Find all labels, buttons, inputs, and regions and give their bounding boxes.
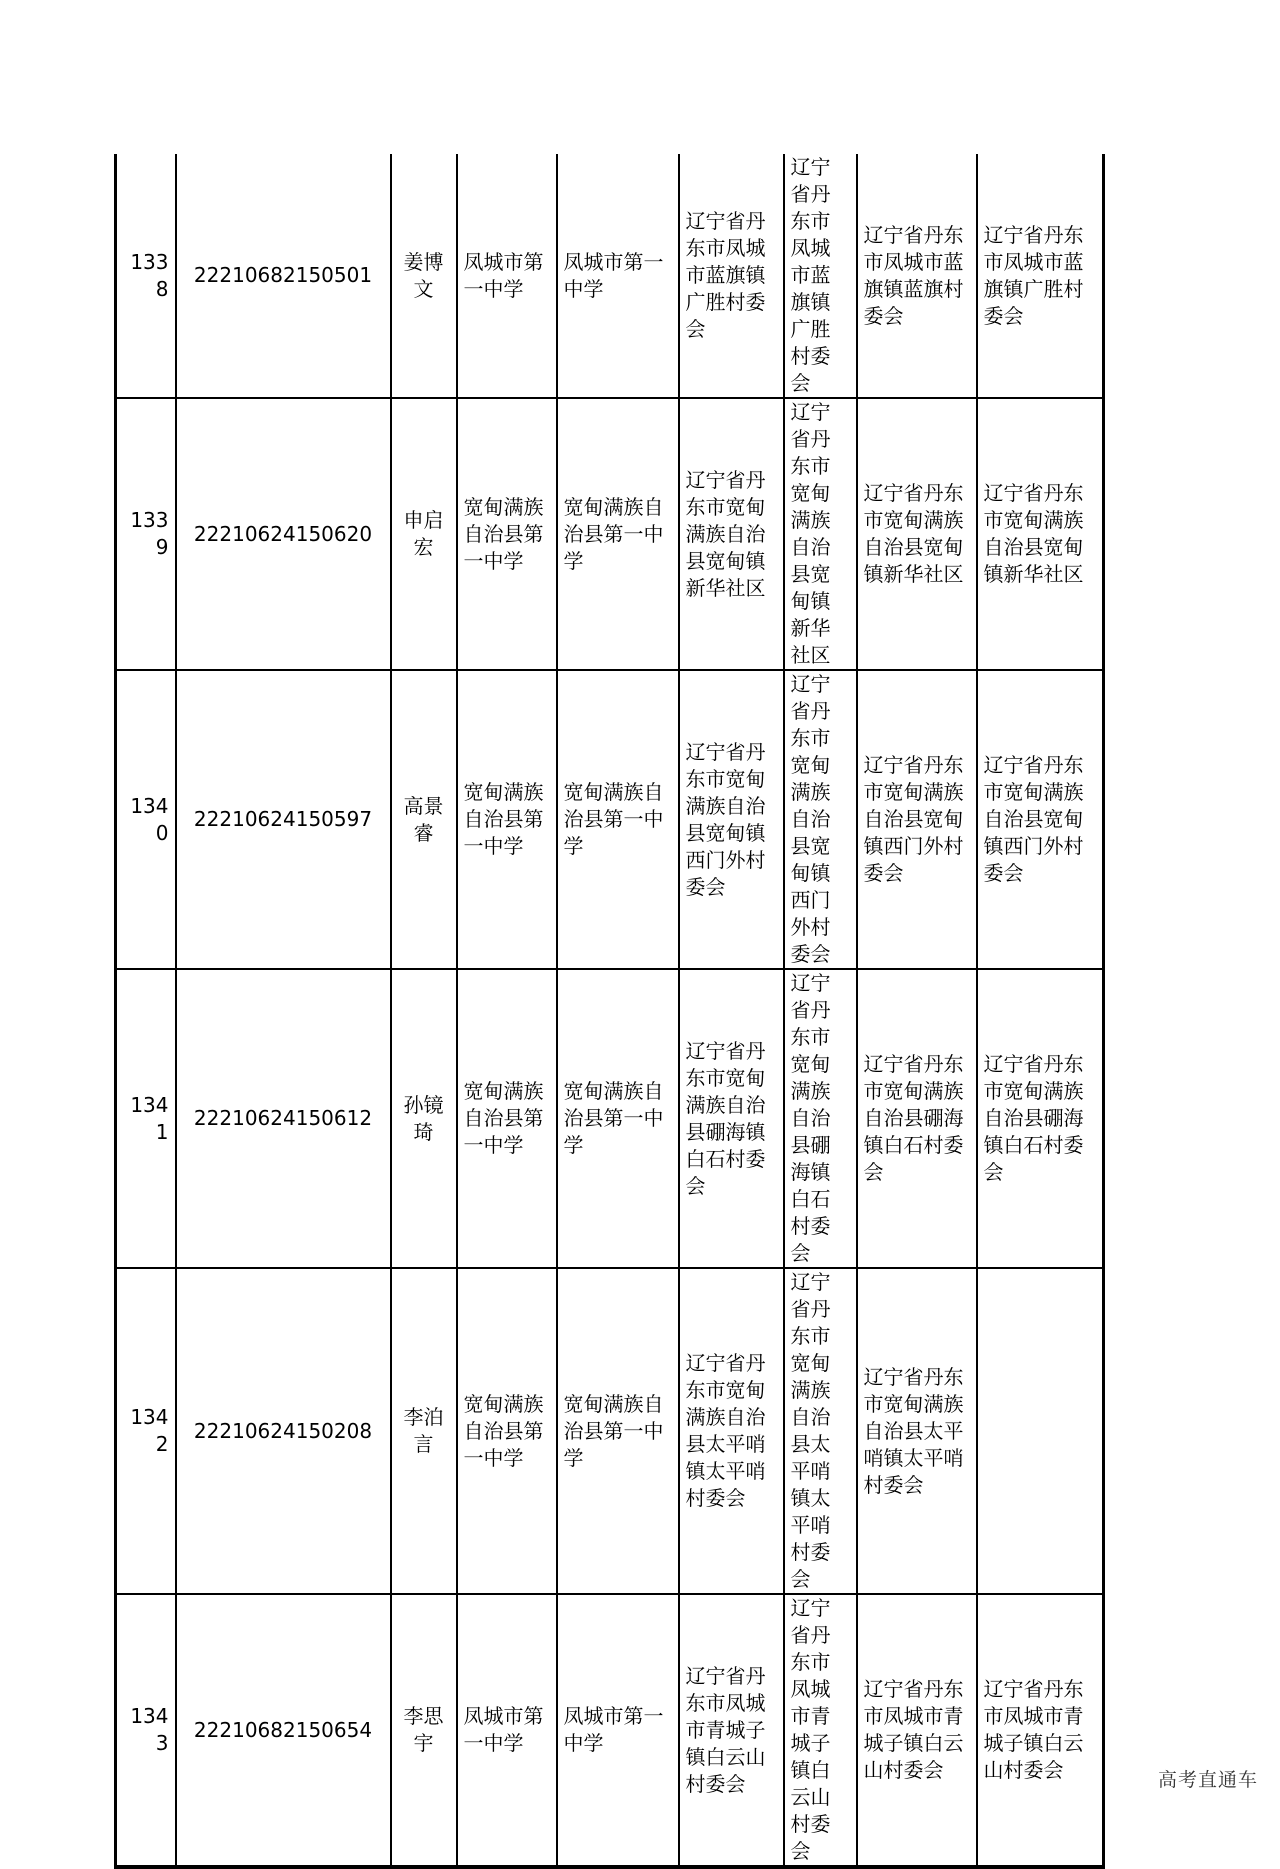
- row-index: 1342: [116, 1268, 176, 1594]
- row-index: 1339: [116, 398, 176, 670]
- parent-address: 辽宁省丹东市凤城市蓝旗镇蓝旗村委会: [857, 154, 977, 398]
- school: 凤城市第一中学: [457, 154, 557, 398]
- exam-id: 22210624150620: [176, 398, 391, 670]
- graduated-school: 宽甸满族自治县第一中学: [557, 398, 679, 670]
- residence-address: 辽宁省丹东市凤城市青城子镇白云山村委会: [784, 1594, 857, 1867]
- residence-address: 辽宁省丹东市宽甸满族自治县硼海镇白石村委会: [784, 969, 857, 1268]
- student-name: 姜博文: [391, 154, 457, 398]
- student-name: 高景睿: [391, 670, 457, 969]
- exam-id: 22210624150208: [176, 1268, 391, 1594]
- table-row: [116, 670, 1104, 969]
- school: 宽甸满族自治县第一中学: [457, 398, 557, 670]
- household-address: 辽宁省丹东市宽甸满族自治县宽甸镇新华社区: [679, 398, 784, 670]
- residence-address: 辽宁省丹东市凤城市蓝旗镇广胜村委会: [784, 154, 857, 398]
- residence-address: 辽宁省丹东市宽甸满族自治县宽甸镇新华社区: [784, 398, 857, 670]
- exam-id: 22210682150501: [176, 154, 391, 398]
- table-row: [116, 1594, 1104, 1867]
- household-address: 辽宁省丹东市宽甸满族自治县太平哨镇太平哨村委会: [679, 1268, 784, 1594]
- household-address: 辽宁省丹东市凤城市蓝旗镇广胜村委会: [679, 154, 784, 398]
- parent-address: 辽宁省丹东市宽甸满族自治县太平哨镇太平哨村委会: [857, 1268, 977, 1594]
- student-name: 李思宇: [391, 1594, 457, 1867]
- exam-id: 22210624150612: [176, 969, 391, 1268]
- school: 宽甸满族自治县第一中学: [457, 969, 557, 1268]
- household-address: 辽宁省丹东市宽甸满族自治县硼海镇白石村委会: [679, 969, 784, 1268]
- parent-address: 辽宁省丹东市宽甸满族自治县宽甸镇新华社区: [857, 398, 977, 670]
- school: 凤城市第一中学: [457, 1594, 557, 1867]
- table-row: [116, 969, 1104, 1268]
- student-roster-table: [114, 154, 1105, 1869]
- village-committee: 辽宁省丹东市宽甸满族自治县宽甸镇西门外村委会: [977, 670, 1104, 969]
- table-row: [116, 154, 1104, 398]
- table-row: [116, 1268, 1104, 1594]
- row-index: 1343: [116, 1594, 176, 1867]
- household-address: 辽宁省丹东市宽甸满族自治县宽甸镇西门外村委会: [679, 670, 784, 969]
- graduated-school: 凤城市第一中学: [557, 1594, 679, 1867]
- student-name: 孙镜琦: [391, 969, 457, 1268]
- parent-address: 辽宁省丹东市宽甸满族自治县硼海镇白石村委会: [857, 969, 977, 1268]
- residence-address: 辽宁省丹东市宽甸满族自治县太平哨镇太平哨村委会: [784, 1268, 857, 1594]
- household-address: 辽宁省丹东市凤城市青城子镇白云山村委会: [679, 1594, 784, 1867]
- exam-id: 22210682150654: [176, 1594, 391, 1867]
- watermark-text: 高考直通车: [1157, 1769, 1258, 1791]
- table-row: [116, 398, 1104, 670]
- graduated-school: 凤城市第一中学: [557, 154, 679, 398]
- village-committee: [977, 1268, 1104, 1594]
- student-name: 李泊言: [391, 1268, 457, 1594]
- graduated-school: 宽甸满族自治县第一中学: [557, 969, 679, 1268]
- student-name: 申启宏: [391, 398, 457, 670]
- parent-address: 辽宁省丹东市凤城市青城子镇白云山村委会: [857, 1594, 977, 1867]
- parent-address: 辽宁省丹东市宽甸满族自治县宽甸镇西门外村委会: [857, 670, 977, 969]
- residence-address: 辽宁省丹东市宽甸满族自治县宽甸镇西门外村委会: [784, 670, 857, 969]
- row-index: 1338: [116, 154, 176, 398]
- graduated-school: 宽甸满族自治县第一中学: [557, 1268, 679, 1594]
- village-committee: 辽宁省丹东市宽甸满族自治县硼海镇白石村委会: [977, 969, 1104, 1268]
- village-committee: 辽宁省丹东市凤城市蓝旗镇广胜村委会: [977, 154, 1104, 398]
- row-index: 1341: [116, 969, 176, 1268]
- graduated-school: 宽甸满族自治县第一中学: [557, 670, 679, 969]
- exam-id: 22210624150597: [176, 670, 391, 969]
- school: 宽甸满族自治县第一中学: [457, 670, 557, 969]
- school: 宽甸满族自治县第一中学: [457, 1268, 557, 1594]
- village-committee: 辽宁省丹东市凤城市青城子镇白云山村委会: [977, 1594, 1104, 1867]
- row-index: 1340: [116, 670, 176, 969]
- village-committee: 辽宁省丹东市宽甸满族自治县宽甸镇新华社区: [977, 398, 1104, 670]
